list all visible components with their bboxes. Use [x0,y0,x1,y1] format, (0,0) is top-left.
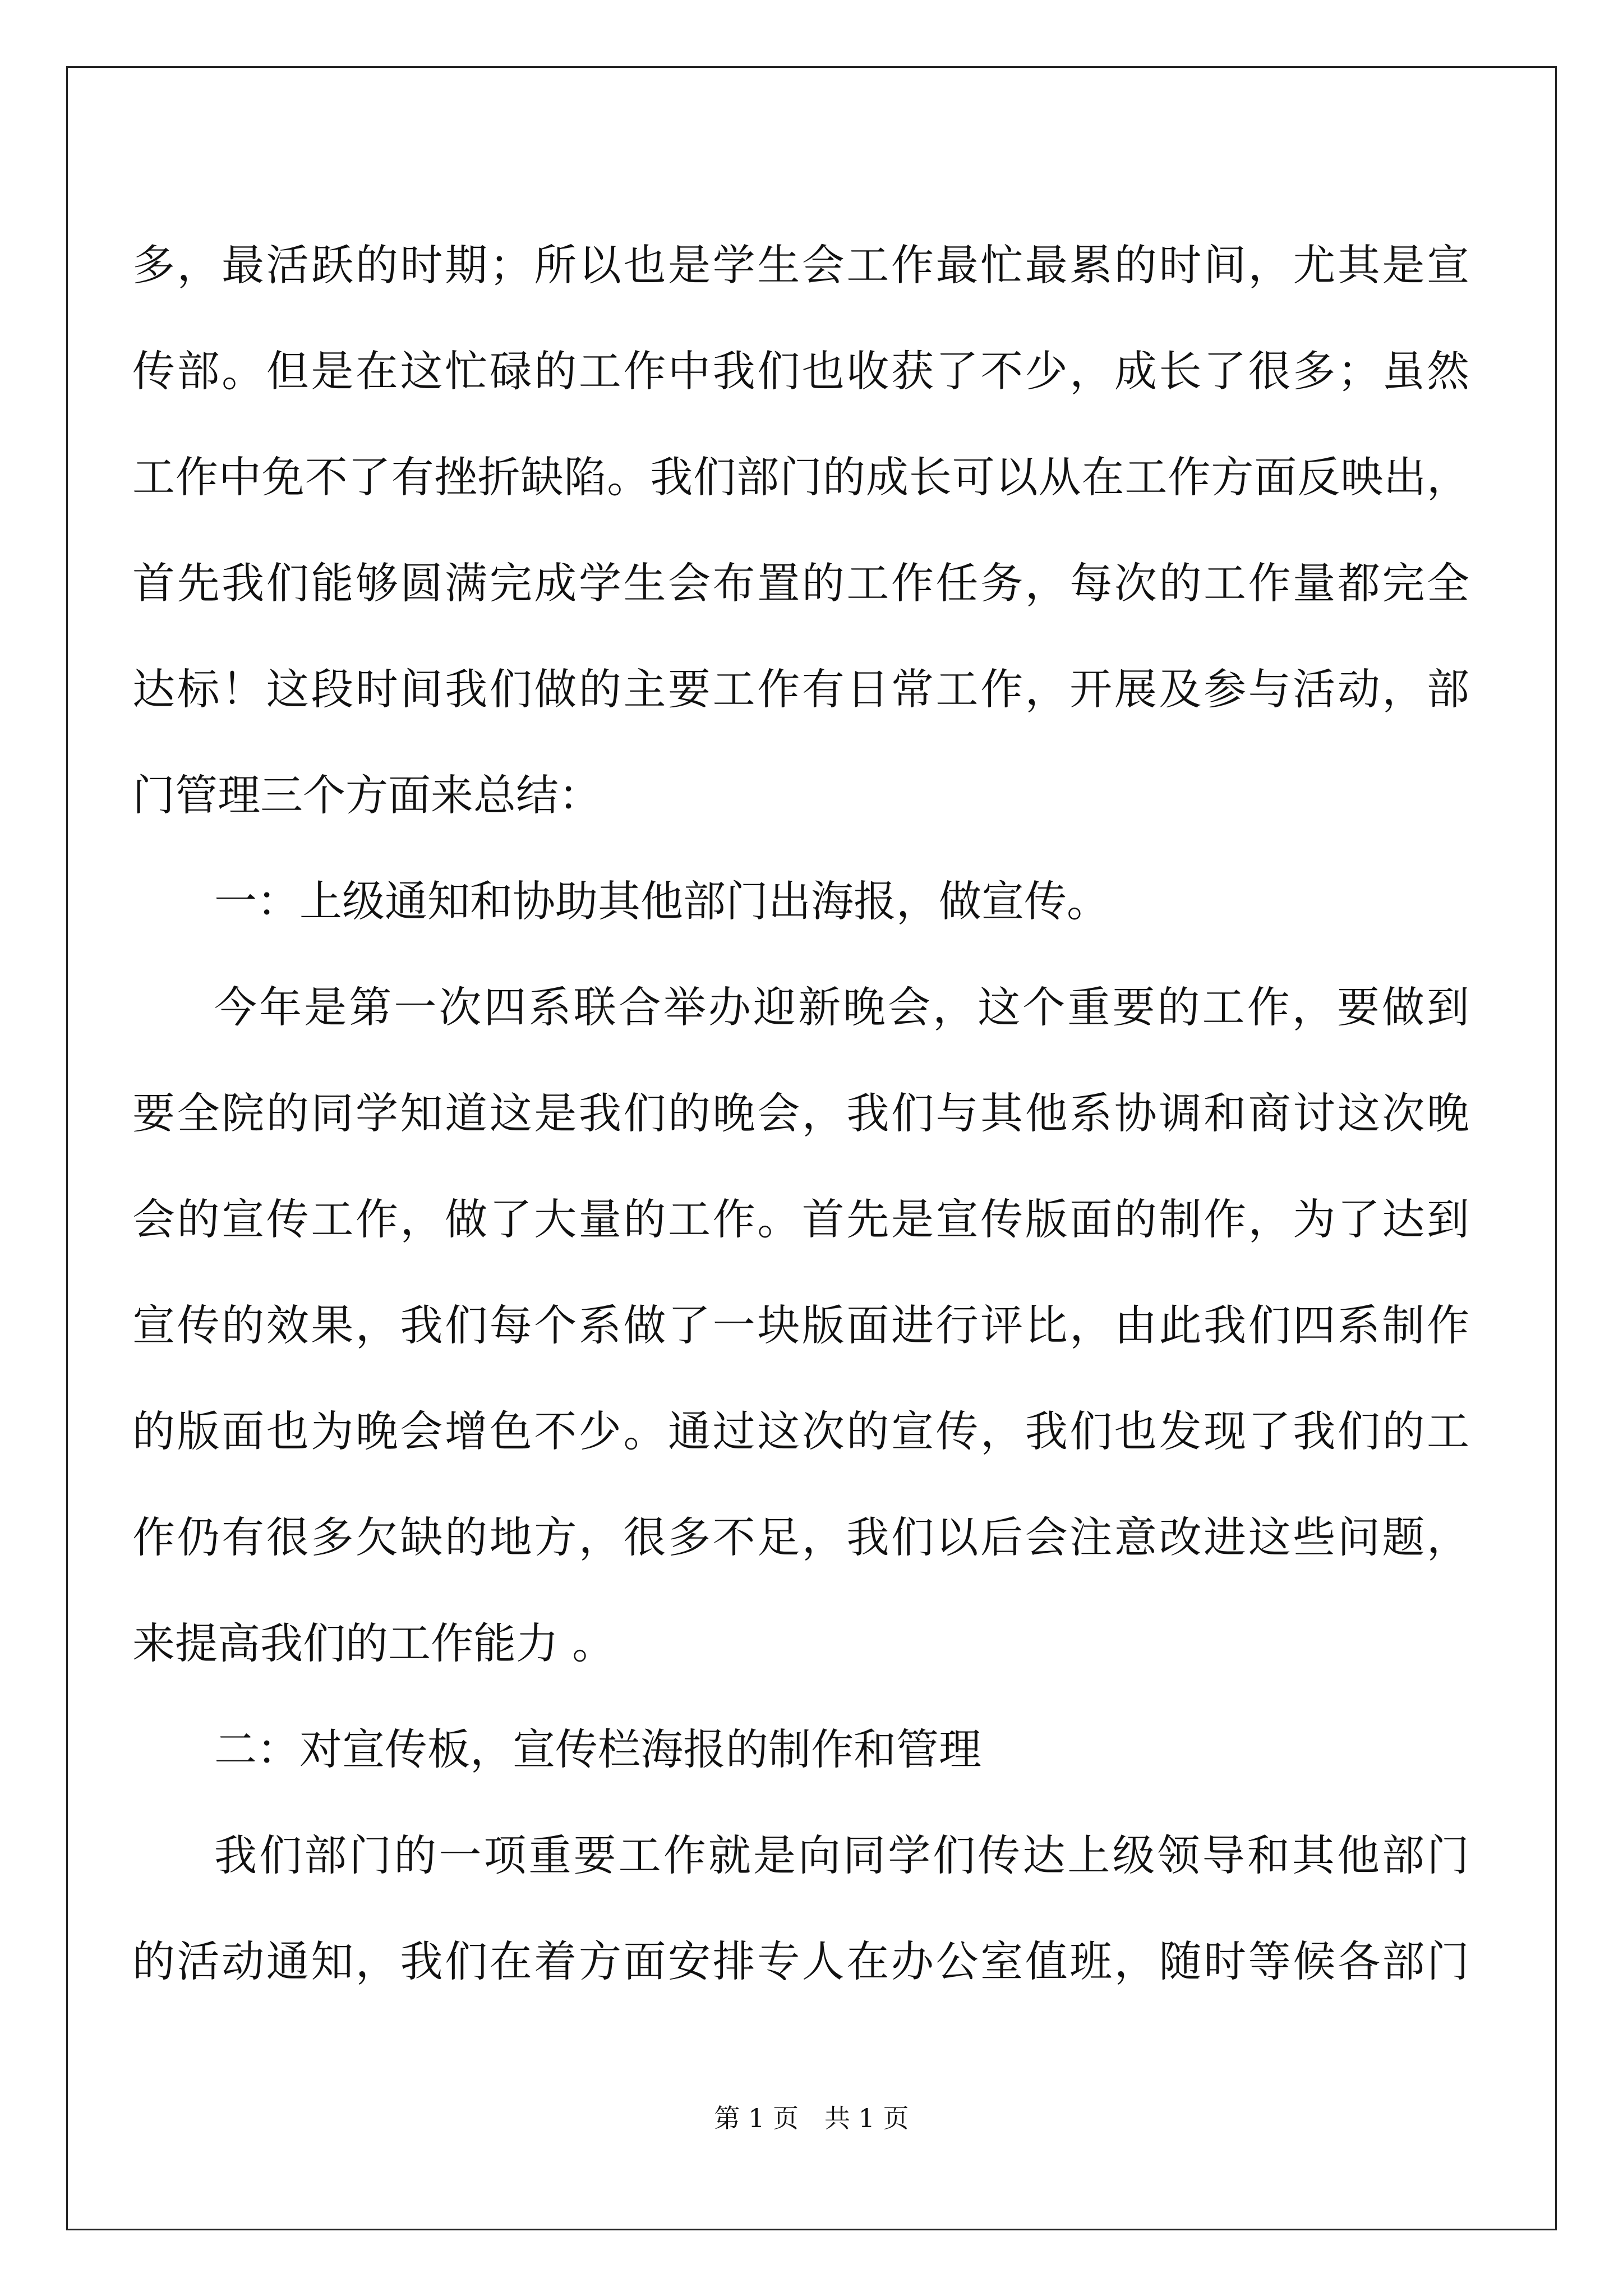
text-line: 作仍有很多欠缺的地方，很多不足，我们以后会注意改进这些问题， [132,1512,1469,1562]
text-line: 会的宣传工作，做了大量的工作。首先是宣传版面的制作，为了达到 [132,1194,1469,1244]
text-line: 的活动通知，我们在着方面安排专人在办公室值班，随时等候各部门 [132,1936,1469,1986]
text-line: 传部。但是在这忙碌的工作中我们也收获了不少，成长了很多；虽然 [132,346,1469,396]
text-line: 的版面也为晚会增色不少。通过这次的宣传，我们也发现了我们的工 [132,1406,1469,1456]
text-line: 要全院的同学知道这是我们的晚会，我们与其他系协调和商讨这次晚 [132,1088,1469,1138]
text-line: 首先我们能够圆满完成学生会布置的工作任务，每次的工作量都完全 [132,558,1469,608]
document-body [132,212,1469,2014]
text-line: 工作中免不了有挫折缺陷。我们部门的成长可以从在工作方面反映出， [132,452,1469,502]
section-heading: 二：对宣传板，宣传栏海报的制作和管理 [214,1724,981,1774]
text-line: 门管理三个方面来总结： [132,770,601,820]
text-line: 今年是第一次四系联合举办迎新晚会，这个重要的工作，要做到 [214,982,1469,1032]
text-line: 我们部门的一项重要工作就是向同学们传达上级领导和其他部门 [214,1830,1469,1880]
text-line: 达标！这段时间我们做的主要工作有日常工作，开展及参与活动，部 [132,664,1469,714]
text-line: 来提高我们的工作能力 。 [132,1618,615,1668]
page-footer: 第 1 页 共 1 页 [714,2103,909,2133]
text-line: 宣传的效果，我们每个系做了一块版面进行评比，由此我们四系制作 [132,1300,1469,1350]
section-heading: 一：上级通知和协助其他部门出海报，做宣传。 [214,876,1109,926]
text-line: 多，最活跃的时期；所以也是学生会工作最忙最累的时间，尤其是宣 [132,240,1469,290]
